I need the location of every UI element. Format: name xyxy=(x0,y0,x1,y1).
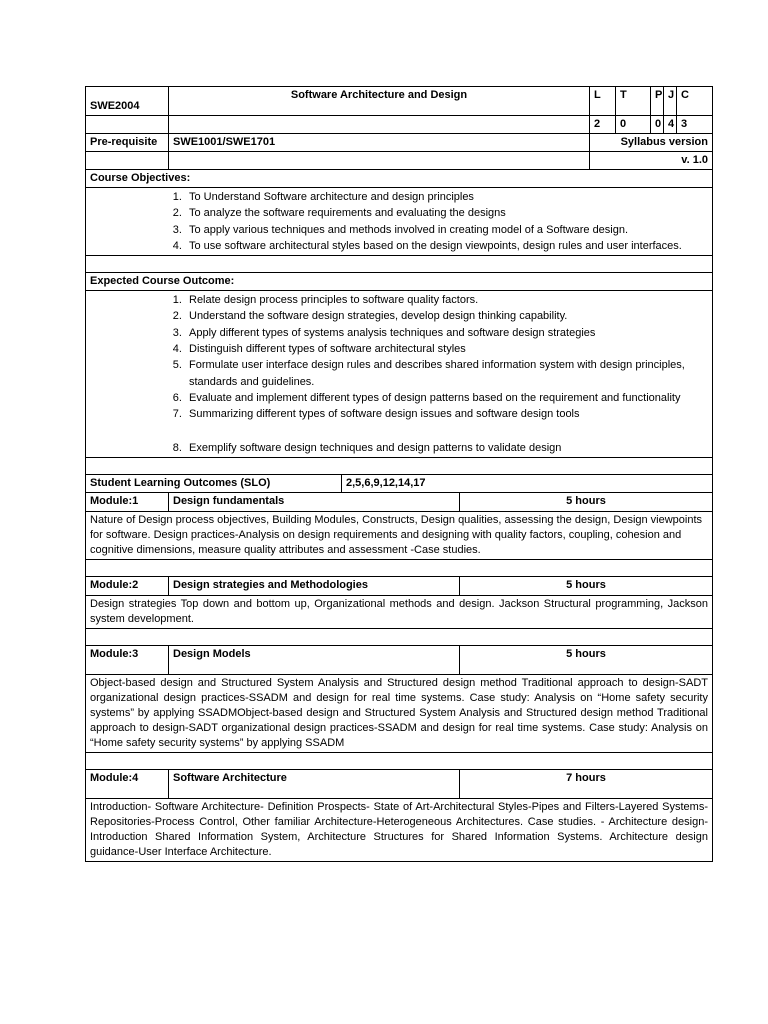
blank-cell xyxy=(86,116,169,134)
outcome-item: 1. Relate design process principles to software quality factors. xyxy=(185,292,708,308)
ltpjc-label-l: L xyxy=(590,87,616,116)
prereq-label: Pre-requisite xyxy=(86,134,169,152)
outcomes-list-cell xyxy=(86,291,713,458)
objectives-list-cell xyxy=(86,188,713,256)
outcomes-heading: Expected Course Outcome: xyxy=(86,273,713,291)
objective-item: 4. To use software architectural styles based on the design viewpoints, design rules and user interfaces. xyxy=(185,238,708,254)
outcome-item: 8. Exemplify software design techniques and design patterns to validate design xyxy=(185,440,708,456)
objectives-heading: Course Objectives: xyxy=(86,170,713,188)
syllabus-document xyxy=(85,86,712,862)
module-title: Software Architecture xyxy=(169,769,460,798)
blank-row xyxy=(86,752,713,769)
slo-value: 2,5,6,9,12,14,17 xyxy=(342,474,713,492)
course-title: Software Architecture and Design xyxy=(169,87,590,116)
blank-row xyxy=(86,559,713,576)
outcome-item: 3. Apply different types of systems analysis techniques and software design strategies xyxy=(185,325,708,341)
ltpjc-value-j: 4 xyxy=(664,116,677,134)
outcome-item: 7. Summarizing different types of software design issues and software design tools xyxy=(185,406,708,422)
syllabus-table xyxy=(85,86,713,862)
blank-cell xyxy=(86,152,169,170)
objectives-list xyxy=(90,189,708,254)
blank-cell xyxy=(169,152,590,170)
module-hours: 5 hours xyxy=(460,645,713,674)
ltpjc-label-p: P xyxy=(651,87,664,116)
ltpjc-value-l: 2 xyxy=(590,116,616,134)
module-label: Module:1 xyxy=(86,492,169,511)
module-hours: 7 hours xyxy=(460,769,713,798)
course-code: SWE2004 xyxy=(86,87,169,116)
module-hours: 5 hours xyxy=(460,576,713,595)
module-content: Design strategies Top down and bottom up, Organizational methods and design. Jackson Structural programming, Jackson system development. xyxy=(86,595,713,628)
module-title: Design fundamentals xyxy=(169,492,460,511)
objective-item: 2. To analyze the software requirements and evaluating the designs xyxy=(185,205,708,221)
module-content: Nature of Design process objectives, Building Modules, Constructs, Design qualities, assessing the design, Design viewpoints for software. Design practices-Analysis on design requirements and designing with quality factors, coupling, cohesion and cognitive dimensions, measure quality attributes and assessment -Case studies. xyxy=(86,511,713,559)
objective-item: 3. To apply various techniques and methods involved in creating model of a Software design. xyxy=(185,222,708,238)
ltpjc-value-c: 3 xyxy=(677,116,713,134)
module-label: Module:2 xyxy=(86,576,169,595)
blank-row xyxy=(86,457,713,474)
outcome-item: 6. Evaluate and implement different types of design patterns based on the requirement and functionality xyxy=(185,390,708,406)
syllabus-version-value: v. 1.0 xyxy=(590,152,713,170)
outcome-item: 4. Distinguish different types of software architectural styles xyxy=(185,341,708,357)
ltpjc-label-j: J xyxy=(664,87,677,116)
ltpjc-value-t: 0 xyxy=(616,116,651,134)
outcome-item: 5. Formulate user interface design rules and describes shared information system with design principles, standards and guidelines. xyxy=(185,357,708,390)
blank-row xyxy=(86,628,713,645)
module-content: Object-based design and Structured System Analysis and Structured design method Traditional approach to design-SADT organizational design practices-SSADM and design for real time systems. Case study: Analysis on “Home safety security systems” by applying SSADMObject-based design and Structured System Analysis and Structured design method Traditional approach to design-SADT organizational design practices-SSADM and design for real time systems. Case study: Analysis on “Home safety security systems” by applying SSADM xyxy=(86,674,713,752)
ltpjc-label-t: T xyxy=(616,87,651,116)
slo-label: Student Learning Outcomes (SLO) xyxy=(86,474,342,492)
ltpjc-label-c: C xyxy=(677,87,713,116)
module-content: Introduction- Software Architecture- Definition Prospects- State of Art-Architectural Styles-Pipes and Filters-Layered Systems-Repositories-Process Control, Other familiar Architecture-Heterogeneous Architectures. Case studies. - Architecture design- Introduction Shared Information System, Architecture Structures for Shared Information Systems. Architecture design guidance-User Interface Architecture. xyxy=(86,798,713,861)
module-hours: 5 hours xyxy=(460,492,713,511)
module-title: Design strategies and Methodologies xyxy=(169,576,460,595)
objective-item: 1. To Understand Software architecture and design principles xyxy=(185,189,708,205)
module-label: Module:4 xyxy=(86,769,169,798)
prereq-value: SWE1001/SWE1701 xyxy=(169,134,590,152)
outcomes-list xyxy=(90,292,708,456)
module-title: Design Models xyxy=(169,645,460,674)
module-label: Module:3 xyxy=(86,645,169,674)
ltpjc-value-p: 0 xyxy=(651,116,664,134)
syllabus-version-label: Syllabus version xyxy=(590,134,713,152)
blank-cell xyxy=(169,116,590,134)
outcome-item: 2. Understand the software design strategies, develop design thinking capability. xyxy=(185,308,708,324)
blank-row xyxy=(86,256,713,273)
